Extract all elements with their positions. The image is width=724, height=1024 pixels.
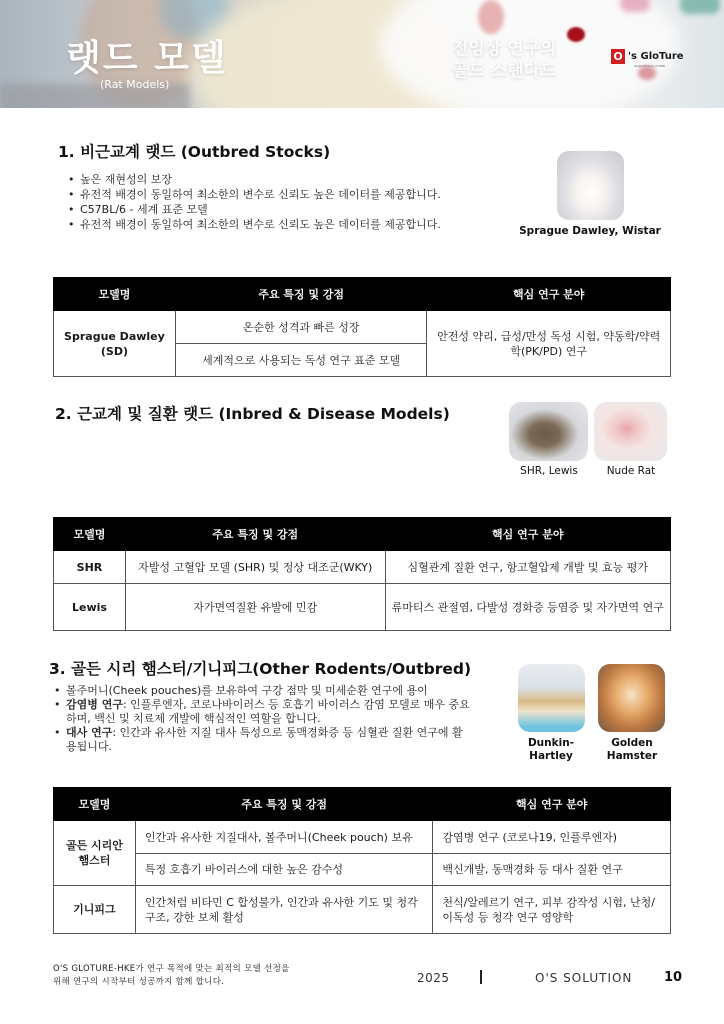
logo-subtext: Global Future of HKE [634, 64, 665, 68]
research-cell: 감염병 연구 (코로나19, 인플루엔자) [433, 821, 671, 854]
model-name-cell: 기니피그 [54, 886, 136, 934]
research-cell: 류마티스 관절염, 다발성 경화증 등염증 및 자가면역 연구 [385, 584, 671, 631]
company-logo [611, 49, 684, 64]
page-number: 10 [664, 970, 683, 985]
section-2-table [53, 517, 671, 631]
feature-cell: 특정 호흡기 바이러스에 대한 높은 감수성 [135, 854, 433, 886]
bullet-text: 볼주머니(Cheek pouches)를 보유하여 구강 점막 및 미세순환 연구에 용이 [66, 684, 428, 697]
column-header-model: 모델명 [54, 788, 136, 821]
sprague-dawley-image-caption: Sprague Dawley, Wistar [519, 225, 661, 237]
model-name-cell: 골든 시리안 햄스터 [54, 821, 136, 886]
bullet-keyword: 대사 연구 [66, 726, 113, 739]
bullet-item [52, 726, 472, 754]
footer-year: 2025 [417, 971, 450, 985]
logo-mark-icon: O [611, 49, 625, 64]
feature-cell: 온순한 성격과 빠른 성장 [175, 311, 427, 344]
bullet-item: • 유전적 배경이 동일하여 최소한의 변수로 신뢰도 높은 데이터를 제공합니다. [66, 217, 486, 232]
golden-hamster-image [598, 664, 665, 732]
page-subtitle: (Rat Models) [100, 78, 170, 91]
guinea-pig-image-caption: Dunkin-Hartley [527, 737, 575, 762]
logo-text: 's GloTure [628, 51, 684, 62]
nude-rat-image [594, 402, 667, 461]
column-header-research: 핵심 연구 분야 [427, 278, 671, 311]
model-name-cell: Sprague Dawley (SD) [54, 311, 176, 377]
research-cell: 심혈관계 질환 연구, 항고혈압제 개발 및 효능 평가 [385, 551, 671, 584]
footer-note [53, 963, 290, 989]
banner-tagline-line2: 골드 스탠다드 [452, 61, 557, 81]
research-cell: 천식/알레르기 연구, 피부 감작성 시험, 난청/이독성 등 청각 연구 영양학 [433, 886, 671, 934]
shr-lewis-rat-image [509, 402, 588, 461]
column-header-research: 핵심 연구 분야 [433, 788, 671, 821]
section-3-title: 3. 골든 시리 햄스터/기니피그(Other Rodents/Outbred) [49, 660, 472, 678]
bullet-text: : 인간과 유사한 지질 대사 특성으로 동맥경화증 등 심혈관 질환 연구에 활용됩니다. [66, 726, 463, 753]
research-cell: 백신개발, 동맥경화 등 대사 질환 연구 [433, 854, 671, 886]
bullet-item [52, 698, 472, 726]
table-row [54, 551, 671, 584]
section-3-table [53, 787, 671, 934]
footer-note-line1: O'S GLOTURE-HKE가 연구 목적에 맞는 최적의 모델 선정을 [53, 964, 290, 974]
feature-cell: 자발성 고혈압 모델 (SHR) 및 정상 대조군(WKY) [125, 551, 385, 584]
table-row [54, 854, 671, 886]
bullet-keyword: 감염병 연구 [66, 698, 123, 711]
feature-cell: 인간처럼 비타민 C 합성불가, 인간과 유사한 기도 및 청각 구조, 강한 보체 활성 [135, 886, 433, 934]
model-name-cell: Lewis [54, 584, 126, 631]
section-2-title: 2. 근교계 및 질환 랫드 (Inbred & Disease Models) [55, 405, 450, 423]
section-3-bullets [52, 684, 472, 754]
research-cell: 안전성 약리, 급성/만성 독성 시험, 약동학/약력학(PK/PD) 연구 [427, 311, 671, 377]
banner-photo-vial [620, 0, 650, 12]
column-header-research: 핵심 연구 분야 [385, 518, 671, 551]
column-header-model: 모델명 [54, 518, 126, 551]
column-header-model: 모델명 [54, 278, 176, 311]
feature-cell: 세계적으로 사용되는 독성 연구 표준 모델 [175, 344, 427, 377]
guinea-pig-image [518, 664, 585, 732]
feature-cell: 자가면역질환 유발에 민감 [125, 584, 385, 631]
table-row [54, 821, 671, 854]
bullet-item: • 유전적 배경이 동일하여 최소한의 변수로 신뢰도 높은 데이터를 제공합니다. [66, 187, 486, 202]
banner-tagline [452, 38, 556, 82]
table-header-row [54, 788, 671, 821]
table-row [54, 886, 671, 934]
banner-photo-rat-eye [567, 27, 585, 42]
feature-cell: 인간과 유사한 지질대사, 볼주머니(Cheek pouch) 보유 [135, 821, 433, 854]
section-1-table [53, 277, 671, 377]
table-header-row [54, 278, 671, 311]
banner-tagline-line1: 전임상 연구의 [452, 39, 557, 59]
table-row [54, 311, 671, 344]
bullet-item: • 높은 재현성의 보장 [66, 172, 486, 187]
shr-lewis-image-caption: SHR, Lewis [520, 465, 578, 477]
bullet-item [52, 684, 472, 698]
model-name-cell: SHR [54, 551, 126, 584]
section-1-bullets [66, 172, 486, 232]
footer-note-line2: 위해 연구의 시작부터 성공까지 함께 합니다. [53, 977, 225, 987]
nude-rat-image-caption: Nude Rat [606, 465, 656, 477]
column-header-features: 주요 특징 및 강점 [135, 788, 433, 821]
page-title: 랫드 모델 [66, 38, 228, 79]
golden-hamster-image-caption: Golden Hamster [606, 737, 658, 762]
table-header-row [54, 518, 671, 551]
footer-brand: O'S SOLUTION [535, 971, 633, 985]
bullet-text: : 인플루엔자, 코로나바이러스 등 호흡기 바이러스 감염 모델로 매우 중요하며, 백신 및 치료제 개발에 핵심적인 역할을 합니다. [66, 698, 470, 725]
column-header-features: 주요 특징 및 강점 [125, 518, 385, 551]
footer-divider [480, 970, 482, 984]
header-banner [0, 0, 724, 108]
table-row [54, 584, 671, 631]
column-header-features: 주요 특징 및 강점 [175, 278, 427, 311]
section-1-title: 1. 비근교계 랫드 (Outbred Stocks) [58, 143, 331, 161]
banner-photo-rat-nose [638, 66, 656, 80]
sprague-dawley-rat-image [557, 151, 624, 220]
banner-photo-rat-ear [478, 0, 504, 34]
bullet-item: • C57BL/6 - 세계 표준 모델 [66, 202, 486, 217]
banner-photo-vial [680, 0, 720, 14]
